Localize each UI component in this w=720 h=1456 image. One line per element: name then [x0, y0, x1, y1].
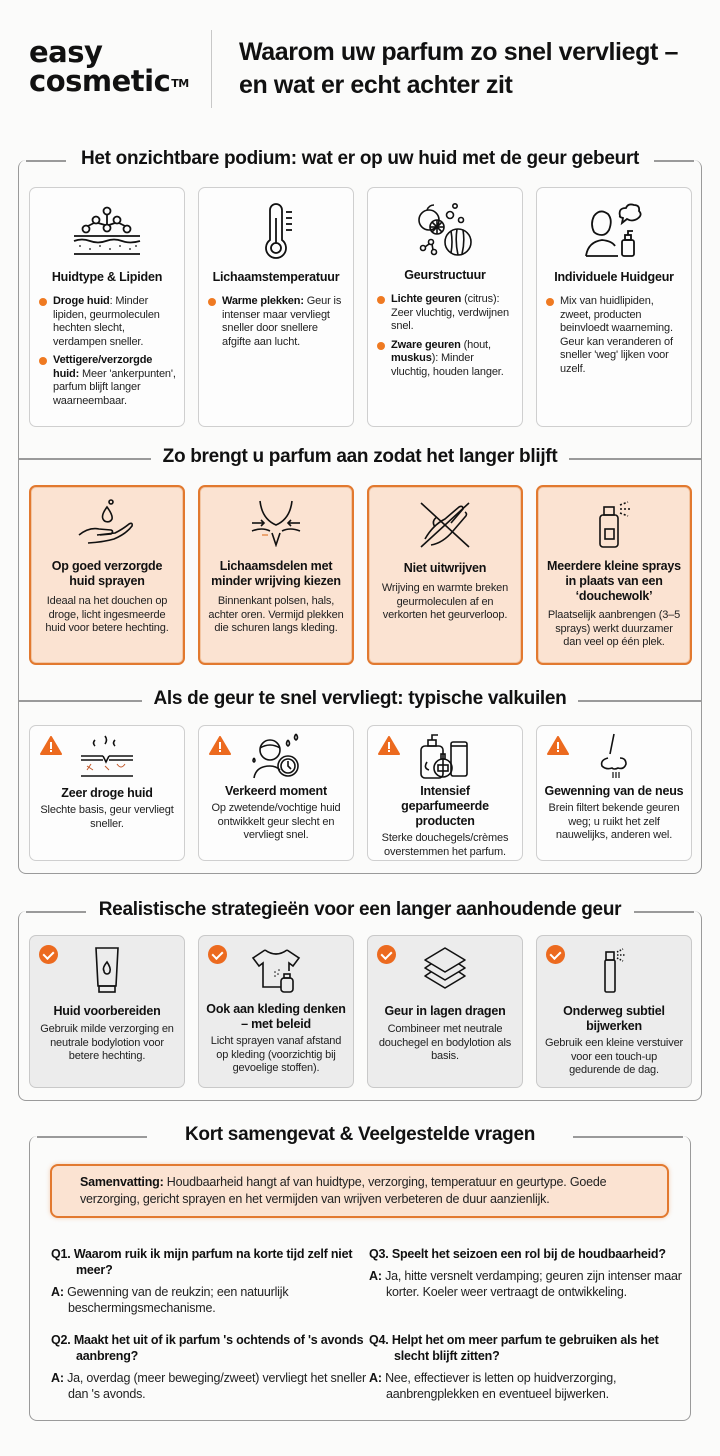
faq-question: Q1. Waarom ruik ik mijn parfum na korte tijd zelf niet meer? — [51, 1247, 353, 1277]
faq-answer: A: Ja, hitte versnelt verdamping; geuren zijn intenser maar korter. Koeler weer vertraagt de ontwikkeling. — [369, 1269, 682, 1299]
sweat-clock-icon — [248, 732, 304, 780]
skin-lipids-icon — [72, 202, 142, 258]
card-lichaamstemperatuur — [198, 187, 354, 427]
page-title: Waarom uw parfum zo snel vervliegt – en wat er echt achter zit — [239, 38, 678, 99]
dry-skin-icon — [79, 734, 135, 780]
card-zeer-droge-huid — [29, 725, 185, 861]
section-title-podium: Het onzichtbare podium: wat er op uw huid met de geur gebeurt — [0, 148, 720, 170]
citrus-wood-icon — [413, 200, 477, 260]
card-text: Plaatselijk aanbrengen (3–5 sprays) werkt duurzamer dan veel op één plek. — [547, 609, 681, 648]
section-title-pitfalls: Als de geur te snel vervliegt: typische valkuilen — [0, 688, 720, 710]
faq-answer: A: Gewenning van de reukzin; een natuurlijk beschermingsmechanisme. — [51, 1285, 289, 1315]
card-geparfumeerde-producten — [367, 725, 523, 861]
card-text: Combineer met neutrale douchegel en bodylotion als basis. — [378, 1023, 512, 1062]
card-minder-wrijving — [198, 485, 354, 665]
card-geur-in-lagen — [367, 935, 523, 1088]
section-title-summary: Kort samengevat & Veelgestelde vragen — [0, 1124, 720, 1146]
check-icon — [208, 945, 227, 964]
card-kleding — [198, 935, 354, 1088]
layers-icon — [421, 946, 469, 992]
card-text: Brein filtert bekende geuren weg; u ruikt het zelf nauwelijks, anderen wel. — [548, 802, 680, 841]
faq-item-1 — [51, 1246, 371, 1316]
card-verkeerd-moment — [198, 725, 354, 861]
bullet-item: Droge huid: Minder lipiden, geurmoleculen hechten slecht, verdampen sneller. — [39, 295, 177, 349]
faq-answer: A: Nee, effectiever is letten op huidverzorging, aanbrengplekken en eventueel bijwerken. — [369, 1371, 617, 1401]
card-title: Gewenning van de neus — [544, 784, 684, 798]
hand-drop-icon — [77, 499, 137, 547]
bullet-item: Lichte geuren (citrus): Zeer vluchtig, verdwijnen snel. — [377, 293, 515, 334]
header-divider — [211, 30, 212, 108]
scented-products-icon — [417, 732, 473, 780]
logo-line-2: cosmetic — [29, 64, 171, 98]
person-scent-icon — [582, 202, 646, 260]
warning-icon — [209, 736, 231, 755]
shirt-spray-icon — [251, 946, 301, 994]
card-title: Niet uitwrijven — [403, 561, 487, 575]
faq-item-2 — [51, 1332, 371, 1402]
card-huid-voorbereiden — [29, 935, 185, 1088]
card-text: Gebruik milde verzorging en neutrale bodylotion voor betere hechting. — [40, 1023, 174, 1062]
summary-label: Samenvatting: — [80, 1175, 164, 1189]
bullet-item: Warme plekken: Geur is intenser maar vervliegt sneller door snellere afgifte aan lucht. — [208, 295, 346, 349]
bullet-item: Vettigere/verzorgde huid: Meer 'ankerpunten', parfum blijft langer waarneembaar. — [39, 354, 177, 408]
spray-bottle-icon — [592, 499, 636, 549]
card-geurstructuur — [367, 187, 523, 427]
card-individuele-huidgeur — [536, 187, 692, 427]
faq-item-3 — [369, 1246, 689, 1300]
faq-question: Q4. Helpt het om meer parfum te gebruiken als het slecht blijft zitten? — [369, 1333, 659, 1363]
nose-icon — [592, 732, 636, 780]
card-title: Geurstructuur — [404, 268, 486, 282]
card-text: Wrijving en warmte breken geurmoleculen af en verkorten het geurverloop. — [381, 582, 509, 621]
warning-icon — [378, 736, 400, 755]
card-title: Huidtype & Lipiden — [51, 270, 163, 284]
card-text: Binnenkant polsen, hals, achter oren. Vermijd plekken die schuren langs kleding. — [208, 595, 344, 634]
card-title: Onderweg subtiel bijwerken — [563, 1004, 665, 1033]
bullet-item: Zware geuren (hout, muskus): Minder vluchtig, houden langer. — [377, 339, 515, 380]
check-icon — [546, 945, 565, 964]
card-title: Ook aan kleding denken – met beleid — [206, 1002, 346, 1031]
card-title: Meerdere kleine sprays in plaats van een ‘douchewolk’ — [547, 559, 681, 603]
card-text: Op zwetende/vochtige huid ontwikkelt geur slecht en vervliegt snel. — [211, 802, 341, 841]
warning-icon — [547, 736, 569, 755]
logo-line-1: easy — [29, 35, 103, 69]
card-title: Individuele Huidgeur — [554, 270, 674, 284]
card-text: Gebruik een kleine verstuiver voor een touch-up gedurende de dag. — [544, 1037, 684, 1076]
thermometer-icon — [256, 202, 296, 260]
card-gewenning-neus — [536, 725, 692, 861]
card-title: Huid voorbereiden — [53, 1004, 161, 1018]
check-icon — [377, 945, 396, 964]
card-title: Intensief geparfumeerde producten — [401, 784, 489, 828]
card-text: Sterke douchegels/crèmes overstemmen het parfum. — [381, 832, 509, 858]
summary-box — [50, 1164, 669, 1218]
card-text: Slechte basis, geur vervliegt sneller. — [40, 804, 174, 830]
section-title-strategies: Realistische strategieën voor een langer aanhoudende geur — [0, 899, 720, 921]
faq-answer: A: Ja, overdag (meer beweging/zweet) vervliegt het sneller dan 's avonds. — [51, 1371, 366, 1401]
card-onderweg-bijwerken — [536, 935, 692, 1088]
bullet-item: Mix van huidlipiden, zweet, producten beinvloedt waarneming. Geur kan veranderen of sneller 'weg' lijken voor uzelf. — [546, 295, 684, 376]
card-huidtype-lipiden — [29, 187, 185, 427]
card-title: Verkeerd moment — [225, 784, 327, 798]
header — [0, 0, 720, 140]
faq-question: Q2. Maakt het uit of ik parfum 's ochtends of 's avonds aanbreng? — [51, 1333, 364, 1363]
card-title: Lichaamsdelen met minder wrijving kiezen — [211, 559, 341, 588]
card-title: Op goed verzorgde huid sprayen — [51, 559, 163, 588]
neck-pulse-icon — [248, 499, 304, 547]
card-title: Zeer droge huid — [61, 786, 153, 800]
travel-atomizer-icon — [599, 946, 629, 994]
card-verzorgde-huid — [29, 485, 185, 665]
lotion-tube-icon — [92, 946, 122, 994]
brand-logo — [29, 35, 189, 98]
section-title-apply: Zo brengt u parfum aan zodat het langer blijft — [0, 446, 720, 468]
warning-icon — [40, 736, 62, 755]
card-title: Geur in lagen dragen — [384, 1004, 506, 1018]
trademark: TM — [171, 77, 189, 90]
card-niet-uitwrijven — [367, 485, 523, 665]
card-text: Ideaal na het douchen op droge, licht ingesmeerde huid voor betere hechting. — [45, 595, 169, 634]
card-text: Licht sprayen vanaf afstand op kleding (voorzichtig bij gevoelige stoffen). — [210, 1035, 342, 1074]
faq-question: Q3. Speelt het seizoen een rol bij de houdbaarheid? — [369, 1247, 666, 1261]
no-rubbing-icon — [417, 499, 473, 551]
check-icon — [39, 945, 58, 964]
summary-text: Houdbaarheid hangt af van huidtype, verzorging, temperatuur en geurtype. Goede verzorging, gericht sprayen en het vermijden van wrijven verbeteren de duur aanzienlijk. — [80, 1175, 607, 1206]
faq-item-4 — [369, 1332, 689, 1402]
card-title: Lichaamstemperatuur — [212, 270, 340, 284]
card-kleine-sprays — [536, 485, 692, 665]
